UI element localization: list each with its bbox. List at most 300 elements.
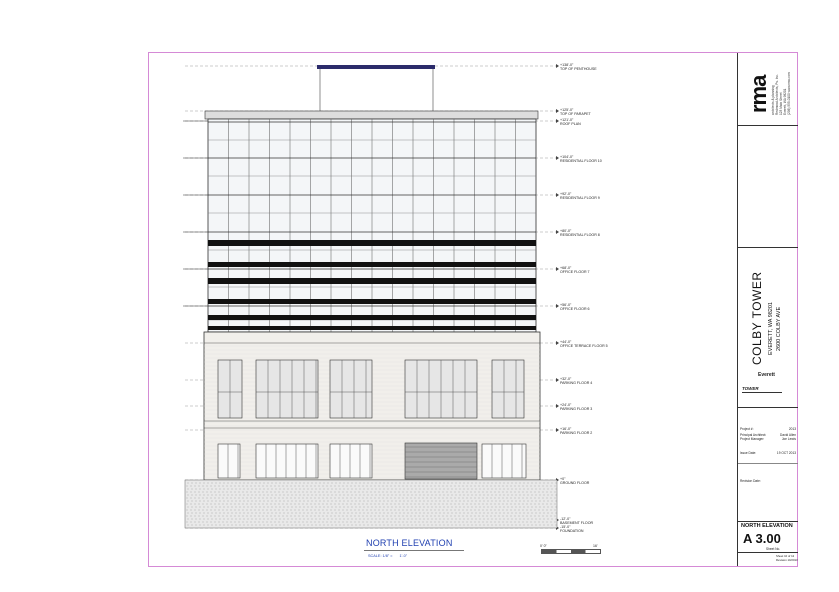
foundation-hatch — [276, 507, 277, 508]
foundation-hatch — [272, 519, 273, 520]
foundation-hatch — [428, 513, 429, 514]
foundation-hatch — [251, 510, 252, 511]
foundation-hatch — [359, 504, 360, 505]
foundation-hatch — [523, 486, 524, 487]
foundation-hatch — [304, 501, 305, 502]
foundation-hatch — [211, 516, 212, 517]
foundation-hatch — [271, 486, 272, 487]
foundation-hatch — [252, 495, 253, 496]
foundation-hatch — [543, 486, 544, 487]
foundation-hatch — [423, 492, 424, 493]
foundation-hatch — [484, 501, 485, 502]
foundation-hatch — [187, 522, 188, 523]
foundation-hatch — [387, 492, 388, 493]
foundation-hatch — [500, 489, 501, 490]
foundation-hatch — [291, 516, 292, 517]
foundation-hatch — [439, 498, 440, 499]
foundation-hatch — [512, 483, 513, 484]
foundation-hatch — [432, 501, 433, 502]
foundation-hatch — [212, 507, 213, 508]
foundation-hatch — [216, 525, 217, 526]
foundation-hatch — [255, 498, 256, 499]
foundation-hatch — [252, 489, 253, 490]
foundation-hatch — [543, 498, 544, 499]
sheet-no-label: Sheet No. — [766, 547, 781, 551]
foundation-hatch — [443, 492, 444, 493]
foundation-hatch — [500, 525, 501, 526]
foundation-hatch — [332, 483, 333, 484]
foundation-hatch — [287, 486, 288, 487]
foundation-hatch — [336, 507, 337, 508]
foundation-hatch — [492, 495, 493, 496]
foundation-hatch — [255, 510, 256, 511]
foundation-hatch — [388, 519, 389, 520]
foundation-hatch — [408, 519, 409, 520]
foundation-hatch — [444, 489, 445, 490]
foundation-hatch — [555, 492, 556, 493]
scale-bar-end: 16' — [593, 544, 598, 548]
foundation-hatch — [452, 519, 453, 520]
foundation-hatch — [376, 495, 377, 496]
foundation-hatch — [459, 498, 460, 499]
foundation-hatch — [203, 516, 204, 517]
foundation-hatch — [316, 525, 317, 526]
foundation-hatch — [460, 525, 461, 526]
foundation-hatch — [195, 516, 196, 517]
foundation-hatch — [384, 519, 385, 520]
foundation-hatch — [335, 504, 336, 505]
foundation-hatch — [187, 504, 188, 505]
foundation-hatch — [204, 507, 205, 508]
foundation-hatch — [275, 510, 276, 511]
foundation-hatch — [335, 498, 336, 499]
foundation-hatch — [232, 495, 233, 496]
foundation-hatch — [480, 489, 481, 490]
foundation-hatch — [224, 483, 225, 484]
foundation-hatch — [299, 504, 300, 505]
foundation-hatch — [452, 513, 453, 514]
foundation-hatch — [208, 513, 209, 514]
foundation-hatch — [359, 516, 360, 517]
foundation-hatch — [456, 513, 457, 514]
foundation-hatch — [511, 516, 512, 517]
foundation-hatch — [384, 495, 385, 496]
foundation-hatch — [416, 525, 417, 526]
foundation-hatch — [299, 498, 300, 499]
foundation-hatch — [547, 510, 548, 511]
foundation-hatch — [387, 486, 388, 487]
foundation-hatch — [444, 519, 445, 520]
foundation-hatch — [527, 504, 528, 505]
project-section — [738, 125, 798, 248]
foundation-hatch — [444, 525, 445, 526]
foundation-hatch — [380, 483, 381, 484]
foundation-hatch — [268, 495, 269, 496]
foundation-hatch — [495, 486, 496, 487]
foundation-hatch — [263, 510, 264, 511]
foundation-hatch — [312, 501, 313, 502]
foundation-hatch — [211, 510, 212, 511]
foundation-hatch — [396, 507, 397, 508]
foundation-hatch — [315, 504, 316, 505]
foundation-hatch — [275, 486, 276, 487]
foundation-hatch — [356, 513, 357, 514]
foundation-hatch — [388, 489, 389, 490]
foundation-hatch — [344, 525, 345, 526]
foundation-hatch — [552, 495, 553, 496]
foundation-hatch — [279, 492, 280, 493]
foundation-hatch — [555, 498, 556, 499]
foundation-hatch — [504, 489, 505, 490]
foundation-hatch — [299, 516, 300, 517]
foundation-hatch — [303, 516, 304, 517]
foundation-hatch — [283, 510, 284, 511]
foundation-hatch — [307, 504, 308, 505]
foundation-hatch — [427, 498, 428, 499]
foundation-hatch — [504, 525, 505, 526]
foundation-hatch — [247, 516, 248, 517]
project-address-line2: 2600 COLBY AVE — [776, 306, 782, 351]
foundation-hatch — [280, 519, 281, 520]
foundation-hatch — [331, 492, 332, 493]
foundation-hatch — [551, 486, 552, 487]
foundation-hatch — [232, 519, 233, 520]
foundation-hatch — [407, 516, 408, 517]
foundation-hatch — [436, 519, 437, 520]
foundation-hatch — [295, 492, 296, 493]
level-marker — [556, 341, 559, 345]
foundation-hatch — [456, 483, 457, 484]
level-elevation: +104'-0" — [560, 155, 574, 159]
foundation-hatch — [348, 489, 349, 490]
foundation-hatch — [436, 507, 437, 508]
foundation-hatch — [487, 504, 488, 505]
level-elevation: +125'-0" — [560, 108, 574, 112]
foundation-hatch — [379, 498, 380, 499]
foundation-hatch — [219, 522, 220, 523]
foundation-hatch — [312, 483, 313, 484]
foundation-hatch — [496, 483, 497, 484]
foundation-hatch — [243, 522, 244, 523]
foundation-hatch — [527, 522, 528, 523]
foundation-hatch — [508, 489, 509, 490]
foundation-hatch — [548, 501, 549, 502]
foundation-hatch — [395, 504, 396, 505]
foundation-hatch — [291, 498, 292, 499]
foundation-hatch — [480, 507, 481, 508]
level-name: PARKING FLOOR 2 — [560, 431, 593, 435]
foundation-hatch — [419, 510, 420, 511]
foundation-hatch — [519, 504, 520, 505]
foundation-hatch — [307, 522, 308, 523]
foundation-hatch — [480, 483, 481, 484]
foundation-hatch — [196, 525, 197, 526]
foundation-hatch — [367, 522, 368, 523]
foundation-hatch — [404, 519, 405, 520]
foundation-hatch — [432, 495, 433, 496]
foundation-hatch — [388, 525, 389, 526]
foundation-hatch — [191, 516, 192, 517]
foundation-hatch — [227, 504, 228, 505]
project-name: COLBY TOWER — [750, 271, 764, 365]
foundation-hatch — [323, 486, 324, 487]
foundation-hatch — [383, 516, 384, 517]
foundation-hatch — [523, 492, 524, 493]
foundation-hatch — [292, 489, 293, 490]
foundation-hatch — [427, 492, 428, 493]
foundation-hatch — [535, 516, 536, 517]
foundation-hatch — [283, 486, 284, 487]
foundation-hatch — [323, 522, 324, 523]
foundation-hatch — [280, 489, 281, 490]
foundation-hatch — [304, 525, 305, 526]
foundation-hatch — [535, 498, 536, 499]
foundation-hatch — [551, 504, 552, 505]
foundation-hatch — [315, 486, 316, 487]
foundation-hatch — [263, 522, 264, 523]
foundation-hatch — [368, 513, 369, 514]
foundation-hatch — [543, 510, 544, 511]
foundation-hatch — [380, 513, 381, 514]
foundation-hatch — [432, 507, 433, 508]
foundation-hatch — [487, 498, 488, 499]
foundation-hatch — [323, 498, 324, 499]
level-label — [560, 155, 602, 163]
foundation-hatch — [516, 507, 517, 508]
foundation-hatch — [451, 522, 452, 523]
foundation-hatch — [343, 486, 344, 487]
foundation-hatch — [519, 516, 520, 517]
foundation-hatch — [351, 522, 352, 523]
foundation-hatch — [431, 498, 432, 499]
foundation-hatch — [507, 504, 508, 505]
foundation-hatch — [287, 498, 288, 499]
foundation-hatch — [188, 489, 189, 490]
foundation-hatch — [439, 486, 440, 487]
foundation-hatch — [463, 504, 464, 505]
foundation-hatch — [208, 483, 209, 484]
firm-address-line: Everett, WA 98201 — [783, 88, 787, 115]
foundation-hatch — [303, 522, 304, 523]
foundation-hatch — [403, 492, 404, 493]
foundation-hatch — [267, 522, 268, 523]
foundation-hatch — [271, 516, 272, 517]
level-elevation: +44'-0" — [560, 340, 572, 344]
foundation-hatch — [371, 504, 372, 505]
foundation-hatch — [495, 504, 496, 505]
foundation-hatch — [547, 486, 548, 487]
foundation-hatch — [231, 510, 232, 511]
foundation-hatch — [308, 501, 309, 502]
foundation-hatch — [340, 483, 341, 484]
foundation-hatch — [536, 483, 537, 484]
foundation-hatch — [279, 486, 280, 487]
foundation-hatch — [344, 483, 345, 484]
foundation-hatch — [531, 522, 532, 523]
foundation-hatch — [187, 492, 188, 493]
foundation-hatch — [475, 510, 476, 511]
foundation-hatch — [272, 483, 273, 484]
foundation-hatch — [288, 513, 289, 514]
foundation-hatch — [519, 510, 520, 511]
foundation-hatch — [448, 489, 449, 490]
penthouse-roof — [317, 65, 435, 69]
foundation-hatch — [196, 519, 197, 520]
foundation-hatch — [483, 522, 484, 523]
foundation-hatch — [215, 522, 216, 523]
foundation-hatch — [312, 507, 313, 508]
foundation-hatch — [468, 525, 469, 526]
level-elevation: +68'-0" — [560, 266, 572, 270]
foundation-hatch — [307, 486, 308, 487]
foundation-hatch — [312, 495, 313, 496]
foundation-hatch — [224, 507, 225, 508]
foundation-hatch — [300, 483, 301, 484]
foundation-hatch — [383, 522, 384, 523]
foundation-hatch — [356, 489, 357, 490]
foundation-hatch — [399, 504, 400, 505]
foundation-hatch — [539, 492, 540, 493]
foundation-hatch — [544, 501, 545, 502]
foundation-hatch — [439, 522, 440, 523]
foundation-hatch — [324, 519, 325, 520]
foundation-hatch — [216, 489, 217, 490]
foundation-hatch — [223, 504, 224, 505]
foundation-hatch — [195, 486, 196, 487]
foundation-hatch — [508, 495, 509, 496]
foundation-hatch — [300, 489, 301, 490]
foundation-hatch — [256, 495, 257, 496]
foundation-hatch — [248, 525, 249, 526]
storefront — [256, 444, 318, 478]
foundation-hatch — [512, 495, 513, 496]
foundation-hatch — [279, 498, 280, 499]
foundation-hatch — [255, 492, 256, 493]
foundation-hatch — [520, 525, 521, 526]
foundation-hatch — [380, 519, 381, 520]
foundation-hatch — [316, 507, 317, 508]
foundation-hatch — [432, 513, 433, 514]
foundation-hatch — [312, 525, 313, 526]
foundation-hatch — [407, 510, 408, 511]
foundation-hatch — [444, 483, 445, 484]
foundation-hatch — [244, 501, 245, 502]
foundation-hatch — [235, 522, 236, 523]
foundation-hatch — [368, 519, 369, 520]
foundation-hatch — [440, 525, 441, 526]
foundation-hatch — [372, 489, 373, 490]
foundation-hatch — [340, 513, 341, 514]
foundation-hatch — [300, 513, 301, 514]
foundation-hatch — [351, 486, 352, 487]
foundation-hatch — [391, 504, 392, 505]
foundation-hatch — [243, 510, 244, 511]
foundation-hatch — [451, 516, 452, 517]
storefront — [330, 444, 372, 478]
foundation-hatch — [231, 504, 232, 505]
foundation-hatch — [344, 495, 345, 496]
foundation-hatch — [268, 519, 269, 520]
foundation-hatch — [256, 513, 257, 514]
foundation-hatch — [244, 495, 245, 496]
foundation-hatch — [280, 507, 281, 508]
spandrel-band — [208, 326, 536, 330]
foundation-hatch — [480, 495, 481, 496]
foundation-hatch — [552, 483, 553, 484]
foundation-hatch — [328, 501, 329, 502]
foundation-hatch — [355, 504, 356, 505]
foundation-hatch — [191, 510, 192, 511]
level-marker — [556, 378, 559, 382]
level-marker — [556, 109, 559, 113]
foundation-hatch — [308, 507, 309, 508]
foundation-hatch — [252, 483, 253, 484]
foundation-hatch — [296, 525, 297, 526]
foundation-hatch — [216, 513, 217, 514]
foundation-hatch — [208, 489, 209, 490]
foundation-hatch — [387, 516, 388, 517]
foundation-hatch — [284, 513, 285, 514]
foundation-hatch — [452, 525, 453, 526]
foundation-hatch — [420, 483, 421, 484]
foundation-hatch — [492, 483, 493, 484]
foundation-hatch — [243, 498, 244, 499]
foundation-hatch — [540, 513, 541, 514]
foundation-hatch — [432, 519, 433, 520]
foundation-hatch — [248, 489, 249, 490]
foundation-hatch — [235, 498, 236, 499]
foundation-hatch — [363, 516, 364, 517]
foundation-hatch — [415, 516, 416, 517]
foundation-hatch — [532, 501, 533, 502]
foundation-hatch — [275, 492, 276, 493]
foundation-hatch — [228, 519, 229, 520]
foundation-hatch — [295, 504, 296, 505]
foundation-hatch — [268, 483, 269, 484]
foundation-hatch — [328, 489, 329, 490]
foundation-hatch — [440, 519, 441, 520]
foundation-hatch — [364, 525, 365, 526]
foundation-hatch — [496, 507, 497, 508]
foundation-hatch — [432, 489, 433, 490]
foundation-hatch — [303, 492, 304, 493]
foundation-hatch — [260, 495, 261, 496]
foundation-hatch — [375, 486, 376, 487]
foundation-hatch — [464, 525, 465, 526]
foundation-hatch — [227, 522, 228, 523]
level-elevation: +56'-0" — [560, 303, 572, 307]
foundation-hatch — [288, 489, 289, 490]
foundation-hatch — [428, 489, 429, 490]
foundation-hatch — [240, 501, 241, 502]
foundation-hatch — [491, 498, 492, 499]
foundation-hatch — [552, 489, 553, 490]
foundation-hatch — [263, 486, 264, 487]
foundation-hatch — [464, 513, 465, 514]
foundation-hatch — [344, 501, 345, 502]
foundation-hatch — [411, 516, 412, 517]
foundation-hatch — [339, 522, 340, 523]
foundation-hatch — [379, 504, 380, 505]
foundation-hatch — [192, 519, 193, 520]
foundation-hatch — [292, 513, 293, 514]
foundation-hatch — [440, 507, 441, 508]
foundation-hatch — [324, 525, 325, 526]
foundation-hatch — [304, 519, 305, 520]
foundation-hatch — [355, 498, 356, 499]
foundation-hatch — [452, 489, 453, 490]
foundation-hatch — [188, 507, 189, 508]
